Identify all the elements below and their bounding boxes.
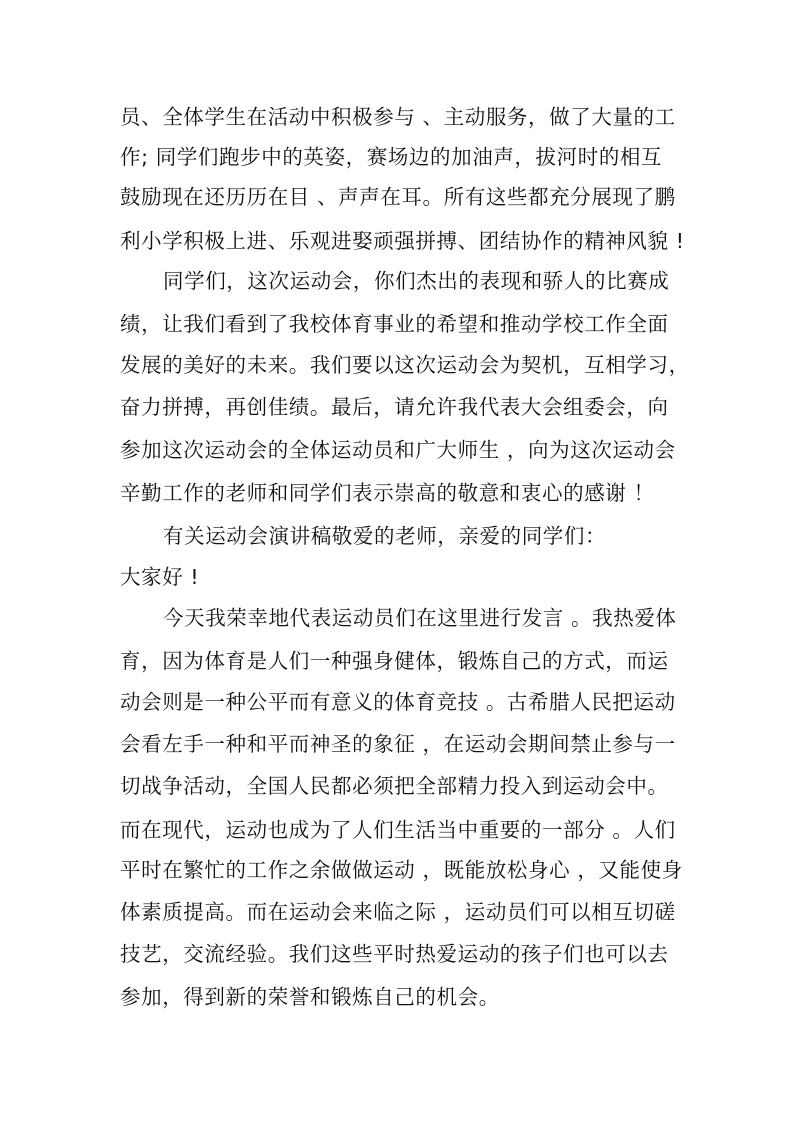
text-line-1: 员、全体学生在活动中积极参与 、主动服务，做了大量的工 xyxy=(120,105,676,129)
text-line-20: 体素质提高。而在运动会来临之际 ，运动员们可以相互切磋 xyxy=(120,900,676,924)
text-line-16: 会看左手一种和平而神圣的象征 ，在运动会期间禁止参与一 xyxy=(120,732,676,756)
text-line-6: 绩，让我们看到了我校体育事业的希望和推动学校工作全面 xyxy=(120,312,669,336)
text-line-10: 辛勤工作的老师和同学们表示崇高的敬意和衷心的感谢 ！ xyxy=(120,481,655,505)
paragraph-start-line: 同学们，这次运动会，你们杰出的表现和骄人的比赛成 xyxy=(163,269,670,293)
text-line-7: 发展的美好的未来。我们要以这次运动会为契机，互相学习， xyxy=(120,353,690,377)
text-line-22: 参加，得到新的荣誉和锻炼自己的机会。 xyxy=(120,985,500,1009)
text-line-2: 作; 同学们跑步中的英姿，赛场边的加油声，拔河时的相互 xyxy=(120,145,663,169)
text-line-14: 育，因为体育是人们一种强身健体，锻炼自己的方式，而运 xyxy=(120,649,669,673)
text-line-9: 参加这次运动会的全体运动员和广大师生 ，向为这次运动会 xyxy=(120,438,676,462)
text-line-19: 平时在繁忙的工作之余做做运动 ，既能放松身心 ，又能使身 xyxy=(120,858,683,882)
greeting-line: 大家好 ! xyxy=(120,565,200,589)
text-line-8: 奋力拼搏，再创佳绩。最后，请允许我代表大会组委会，向 xyxy=(120,395,669,419)
text-line-21: 技艺，交流经验。我们这些平时热爱运动的孩子们也可以去 xyxy=(120,942,669,966)
text-line-4: 利小学积极上进、乐观进娶顽强拼搏、团结协作的精神风貌 ! xyxy=(120,229,685,253)
text-line-15: 动会则是一种公平而有意义的体育竞技 。古希腊人民把运动 xyxy=(120,690,676,714)
speech-paragraph-start-line: 今天我荣幸地代表运动员们在这里进行发言 。我热爱体 xyxy=(163,606,677,630)
text-line-17: 切战争活动，全国人民都必须把全部精力投入到运动会中。 xyxy=(120,774,669,798)
speech-title-line: 有关运动会演讲稿敬爱的老师，亲爱的同学们： xyxy=(163,524,607,548)
text-line-3: 鼓励现在还历历在目 、声声在耳。所有这些都充分展现了鹏 xyxy=(120,185,676,209)
text-line-18: 而在现代，运动也成为了人们生活当中重要的一部分 。人们 xyxy=(120,818,676,842)
